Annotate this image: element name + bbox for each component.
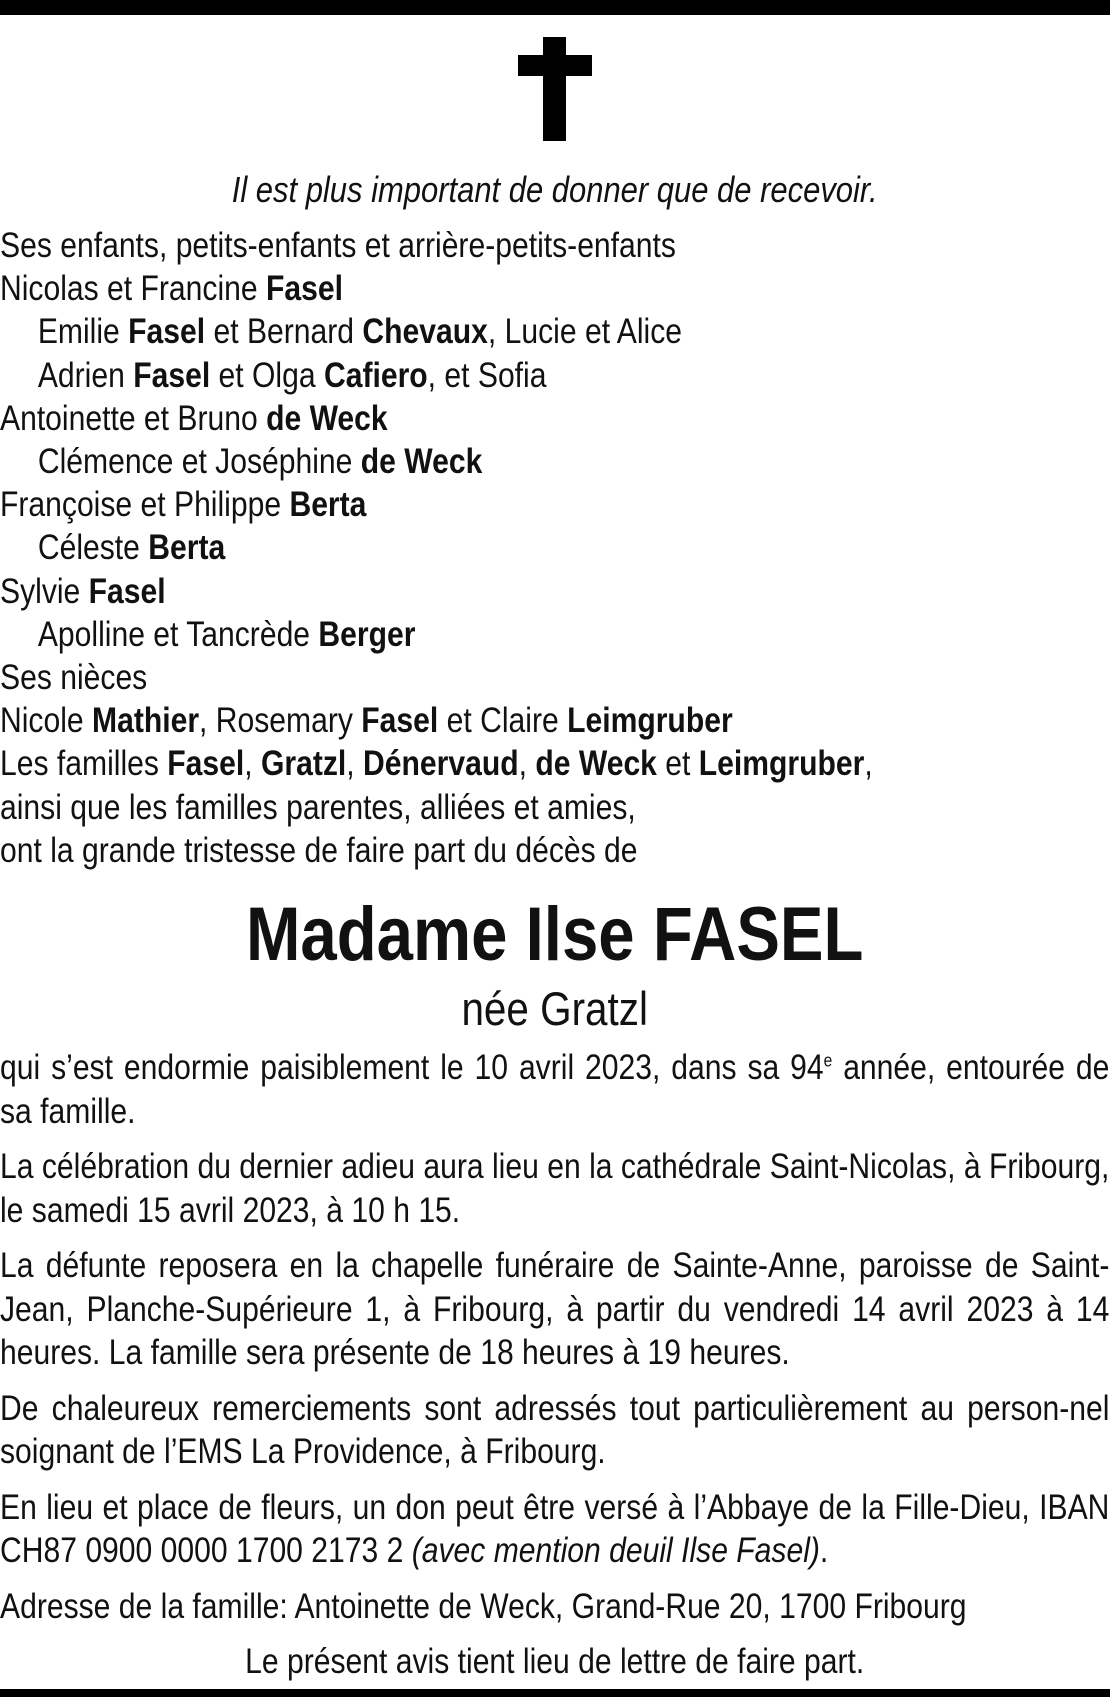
- family-text: , Lucie et Alice: [487, 312, 683, 352]
- family-line: [0, 829, 1109, 872]
- family-line: [0, 224, 1109, 267]
- family-surname: de Weck: [535, 744, 657, 784]
- family-text: Nicole: [0, 701, 93, 741]
- closing-note: Le présent avis tient lieu de lettre de faire part.: [245, 1642, 865, 1682]
- family-surname: de Weck: [360, 442, 483, 482]
- family-surname: Leimgruber: [567, 701, 733, 741]
- family-text: Apolline et Tancrède: [37, 614, 319, 654]
- family-surname: Leimgruber: [698, 744, 865, 784]
- thanks-paragraph: De chaleureux remerciements sont adressés tout particulièrement au person-nel soignant de l’EMS La Providence, à Fribourg.: [0, 1388, 1110, 1472]
- family-line: [0, 656, 1109, 699]
- family-surname: Fasel: [133, 355, 211, 395]
- top-border-rule: [0, 0, 1110, 15]
- family-surname: Fasel: [361, 701, 439, 741]
- family-line: [0, 354, 1109, 397]
- family-text: et Claire: [438, 701, 568, 741]
- family-text: Ses nièces: [0, 658, 148, 698]
- viewing-paragraph: La défunte reposera en la chapelle funéraire de Sainte-Anne, paroisse de Saint-Jean, Planche-Supérieure 1, à Fribourg, à partir du vendredi 14 avril 2023 à 14 heures. La famille sera présente de 18 heures à 19 heures.: [0, 1246, 1110, 1373]
- bottom-border-rule: [0, 1689, 1110, 1697]
- family-line: [0, 526, 1109, 569]
- death-announcement: [0, 1046, 1109, 1133]
- donation-text: En lieu et place de fleurs, un don peut être versé à l’Abbaye de la Fille-Dieu, IBAN CH87 0900 0000 1700 2173 2: [0, 1487, 1110, 1571]
- family-line: [0, 786, 1109, 829]
- donation-mention: (avec mention deuil Ilse Fasel): [411, 1531, 820, 1571]
- family-text: ainsi que les familles parentes, alliées et amies,: [0, 787, 636, 827]
- family-line: [0, 570, 1109, 613]
- family-text: Françoise et Philippe: [0, 485, 290, 525]
- family-surname: de Weck: [266, 398, 388, 438]
- family-text: ,: [346, 744, 364, 784]
- family-text: , et Sofia: [427, 355, 547, 395]
- latin-cross-icon: [0, 37, 1110, 151]
- family-text: et: [656, 744, 699, 784]
- family-surname: Fasel: [128, 312, 206, 352]
- death-text-start: qui s’est endormie paisiblement le 10 avril 2023, dans sa 94: [0, 1048, 824, 1088]
- family-list: [0, 224, 1109, 872]
- family-text: , Rosemary: [199, 701, 362, 741]
- donation-paragraph: [0, 1486, 1109, 1573]
- family-line: [0, 483, 1109, 526]
- family-text: Emilie: [37, 312, 129, 352]
- family-surname: Berger: [318, 614, 416, 654]
- family-line: [0, 397, 1109, 440]
- deceased-birth-name: née Gratzl: [461, 982, 648, 1036]
- family-surname: Berta: [148, 528, 226, 568]
- deceased-name: Madame Ilse FASEL: [245, 892, 864, 978]
- family-text: ont la grande tristesse de faire part du décès de: [0, 830, 638, 870]
- family-surname: Fasel: [88, 571, 166, 611]
- family-surname: Chevaux: [362, 312, 488, 352]
- family-text: et Olga: [210, 355, 324, 395]
- family-text: Antoinette et Bruno: [0, 398, 267, 438]
- family-line: [0, 699, 1109, 742]
- family-text: Les familles: [0, 744, 168, 784]
- family-surname: Mathier: [92, 701, 200, 741]
- family-surname: Berta: [289, 485, 367, 525]
- family-surname: Dénervaud: [363, 744, 519, 784]
- family-surname: Gratzl: [260, 744, 347, 784]
- family-surname: Cafiero: [323, 355, 428, 395]
- family-surname: Fasel: [167, 744, 245, 784]
- obituary-content: [0, 166, 1110, 1684]
- family-text: Céleste: [37, 528, 149, 568]
- motto: Il est plus important de donner que de recevoir.: [231, 169, 878, 210]
- donation-end: .: [819, 1531, 829, 1571]
- family-text: ,: [864, 744, 873, 784]
- family-text: et Bernard: [205, 312, 363, 352]
- family-address: Adresse de la famille: Antoinette de Weck, Grand-Rue 20, 1700 Fribourg: [0, 1586, 967, 1626]
- family-text: ,: [244, 744, 261, 784]
- family-line: [0, 440, 1109, 483]
- ordinal-suffix: e: [823, 1050, 833, 1071]
- family-line: [0, 310, 1109, 353]
- death-text-end: année, entourée de sa famille.: [0, 1048, 1110, 1131]
- ceremony-paragraph: La célébration du dernier adieu aura lieu en la cathédrale Saint-Nicolas, à Fribourg, le samedi 15 avril 2023, à 10 h 15.: [0, 1147, 1110, 1230]
- family-text: ,: [518, 744, 536, 784]
- family-text: Adrien: [37, 355, 134, 395]
- family-surname: Fasel: [265, 269, 343, 309]
- family-text: Nicolas et Francine: [0, 269, 266, 309]
- family-text: Sylvie: [0, 571, 89, 611]
- family-line: [0, 613, 1109, 656]
- family-line: [0, 742, 1109, 785]
- family-text: Clémence et Joséphine: [37, 442, 361, 482]
- family-line: [0, 267, 1109, 310]
- family-text: Ses enfants, petits-enfants et arrière-petits-enfants: [0, 226, 676, 265]
